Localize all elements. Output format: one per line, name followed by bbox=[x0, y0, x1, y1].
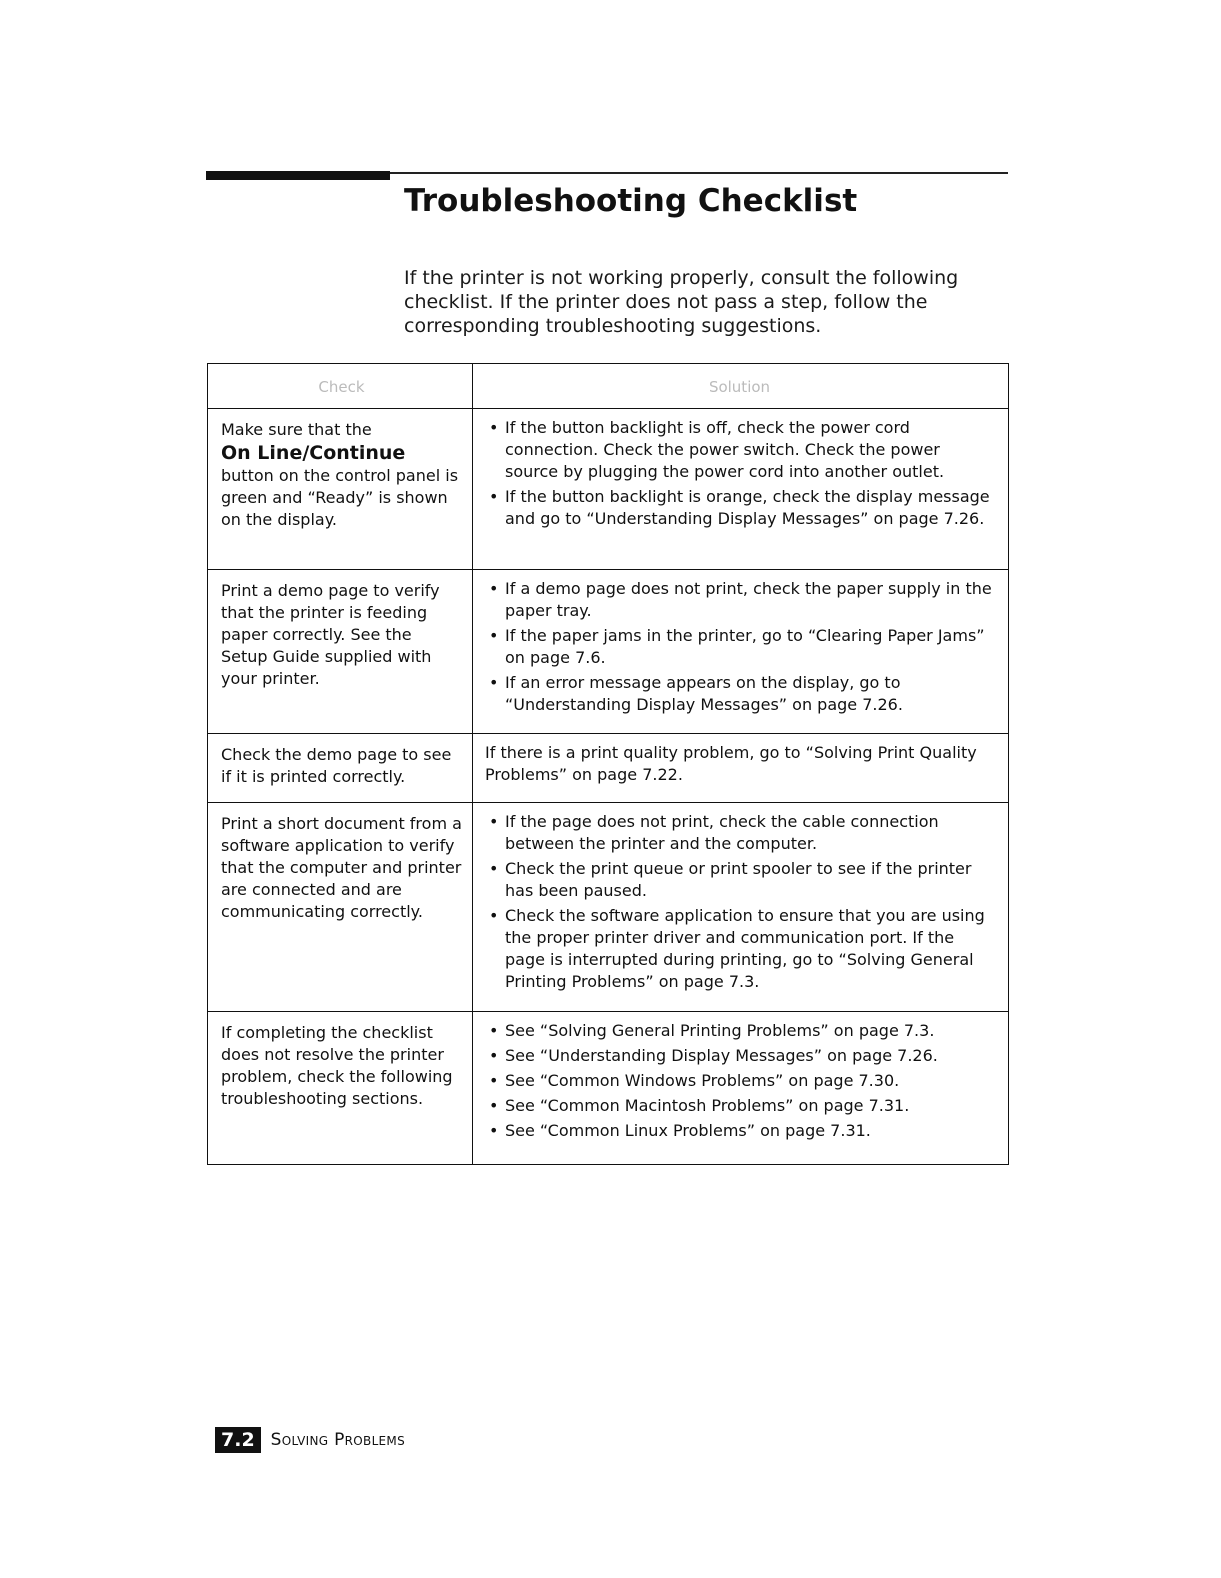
check-cell bbox=[208, 409, 473, 569]
footer-section-name: Solving Problems bbox=[270, 1430, 406, 1450]
table-header-row bbox=[208, 364, 1008, 409]
solution-item: • See “Common Macintosh Problems” on page 7.31. bbox=[489, 1096, 910, 1115]
solution-item: • See “Common Windows Problems” on page 7.30. bbox=[489, 1071, 900, 1090]
header-rule-thick bbox=[206, 171, 390, 180]
bullet-icon: • bbox=[489, 418, 499, 437]
check-cell: Print a demo page to verify that the printer is feeding paper correctly. See the Setup Guide supplied with your printer. bbox=[208, 570, 473, 733]
solution-cell bbox=[473, 409, 1008, 569]
bullet-icon: • bbox=[489, 579, 499, 598]
solution-item: • If a demo page does not print, check the paper supply in the paper tray. bbox=[489, 579, 992, 620]
solution-item: • If an error message appears on the display, go to “Understanding Display Messages” on page 7.26. bbox=[489, 673, 903, 714]
solution-item: • If the button backlight is orange, check the display message and go to “Understanding Display Messages” on page 7.26. bbox=[489, 487, 990, 528]
solution-item: • Check the software application to ensure that you are using the proper printer driver and communication port. If the page is interrupted during printing, go to “Solving General Printing Problems” on page 7.3. bbox=[489, 906, 985, 991]
bullet-icon: • bbox=[489, 1096, 499, 1115]
solution-list bbox=[485, 1020, 994, 1142]
bullet-icon: • bbox=[489, 1021, 499, 1040]
bullet-icon: • bbox=[489, 859, 499, 878]
solution-cell: If there is a print quality problem, go to “Solving Print Quality Problems” on page 7.22. bbox=[485, 743, 977, 784]
bullet-icon: • bbox=[489, 1121, 499, 1140]
intro-paragraph: If the printer is not working properly, consult the following checklist. If the printer does not pass a step, follow the corresponding troubleshooting suggestions. bbox=[404, 267, 959, 337]
check-cell: Print a short document from a software application to verify that the computer and printer are connected and are communicating correctly. bbox=[208, 803, 473, 1011]
solution-item: • See “Understanding Display Messages” on page 7.26. bbox=[489, 1046, 938, 1065]
page-footer bbox=[215, 1427, 405, 1453]
solution-cell bbox=[473, 570, 1008, 733]
solution-item: • See “Solving General Printing Problems” on page 7.3. bbox=[489, 1021, 935, 1040]
troubleshooting-table bbox=[207, 363, 1009, 1165]
check-cell: If completing the checklist does not resolve the printer problem, check the following troubleshooting sections. bbox=[208, 1012, 473, 1164]
table-row bbox=[208, 1012, 1008, 1164]
check-text: Make sure that the bbox=[221, 420, 372, 439]
solution-item: • If the button backlight is off, check the power cord connection. Check the power switch. Check the power source by plugging the power cord into another outlet. bbox=[489, 418, 945, 481]
bullet-icon: • bbox=[489, 626, 499, 645]
online-continue-label: On Line/Continue bbox=[221, 442, 406, 464]
page-number-badge: 7.2 bbox=[215, 1427, 261, 1453]
header-check: Check bbox=[208, 364, 473, 408]
header-rule-thin bbox=[390, 172, 1008, 174]
solution-cell bbox=[473, 803, 1008, 1011]
check-text: button on the control panel is green and “Ready” is shown on the display. bbox=[221, 466, 459, 529]
bullet-icon: • bbox=[489, 1046, 499, 1065]
solution-item: • If the paper jams in the printer, go to “Clearing Paper Jams” on page 7.6. bbox=[489, 626, 985, 667]
solution-list bbox=[485, 417, 994, 530]
bullet-icon: • bbox=[489, 1071, 499, 1090]
table-row bbox=[208, 803, 1008, 1012]
table-row bbox=[208, 734, 1008, 803]
solution-cell bbox=[473, 1012, 1008, 1164]
page-title: Troubleshooting Checklist bbox=[404, 183, 858, 219]
check-cell: Check the demo page to see if it is printed correctly. bbox=[208, 734, 473, 802]
bullet-icon: • bbox=[489, 906, 499, 925]
solution-list bbox=[485, 578, 994, 716]
bullet-icon: • bbox=[489, 673, 499, 692]
bullet-icon: • bbox=[489, 812, 499, 831]
bullet-icon: • bbox=[489, 487, 499, 506]
table-row bbox=[208, 570, 1008, 734]
table-row bbox=[208, 409, 1008, 570]
solution-item: • See “Common Linux Problems” on page 7.31. bbox=[489, 1121, 871, 1140]
solution-item: • Check the print queue or print spooler to see if the printer has been paused. bbox=[489, 859, 972, 900]
solution-list bbox=[485, 811, 994, 993]
solution-item: • If the page does not print, check the cable connection between the printer and the computer. bbox=[489, 812, 939, 853]
header-solution: Solution bbox=[708, 378, 771, 396]
